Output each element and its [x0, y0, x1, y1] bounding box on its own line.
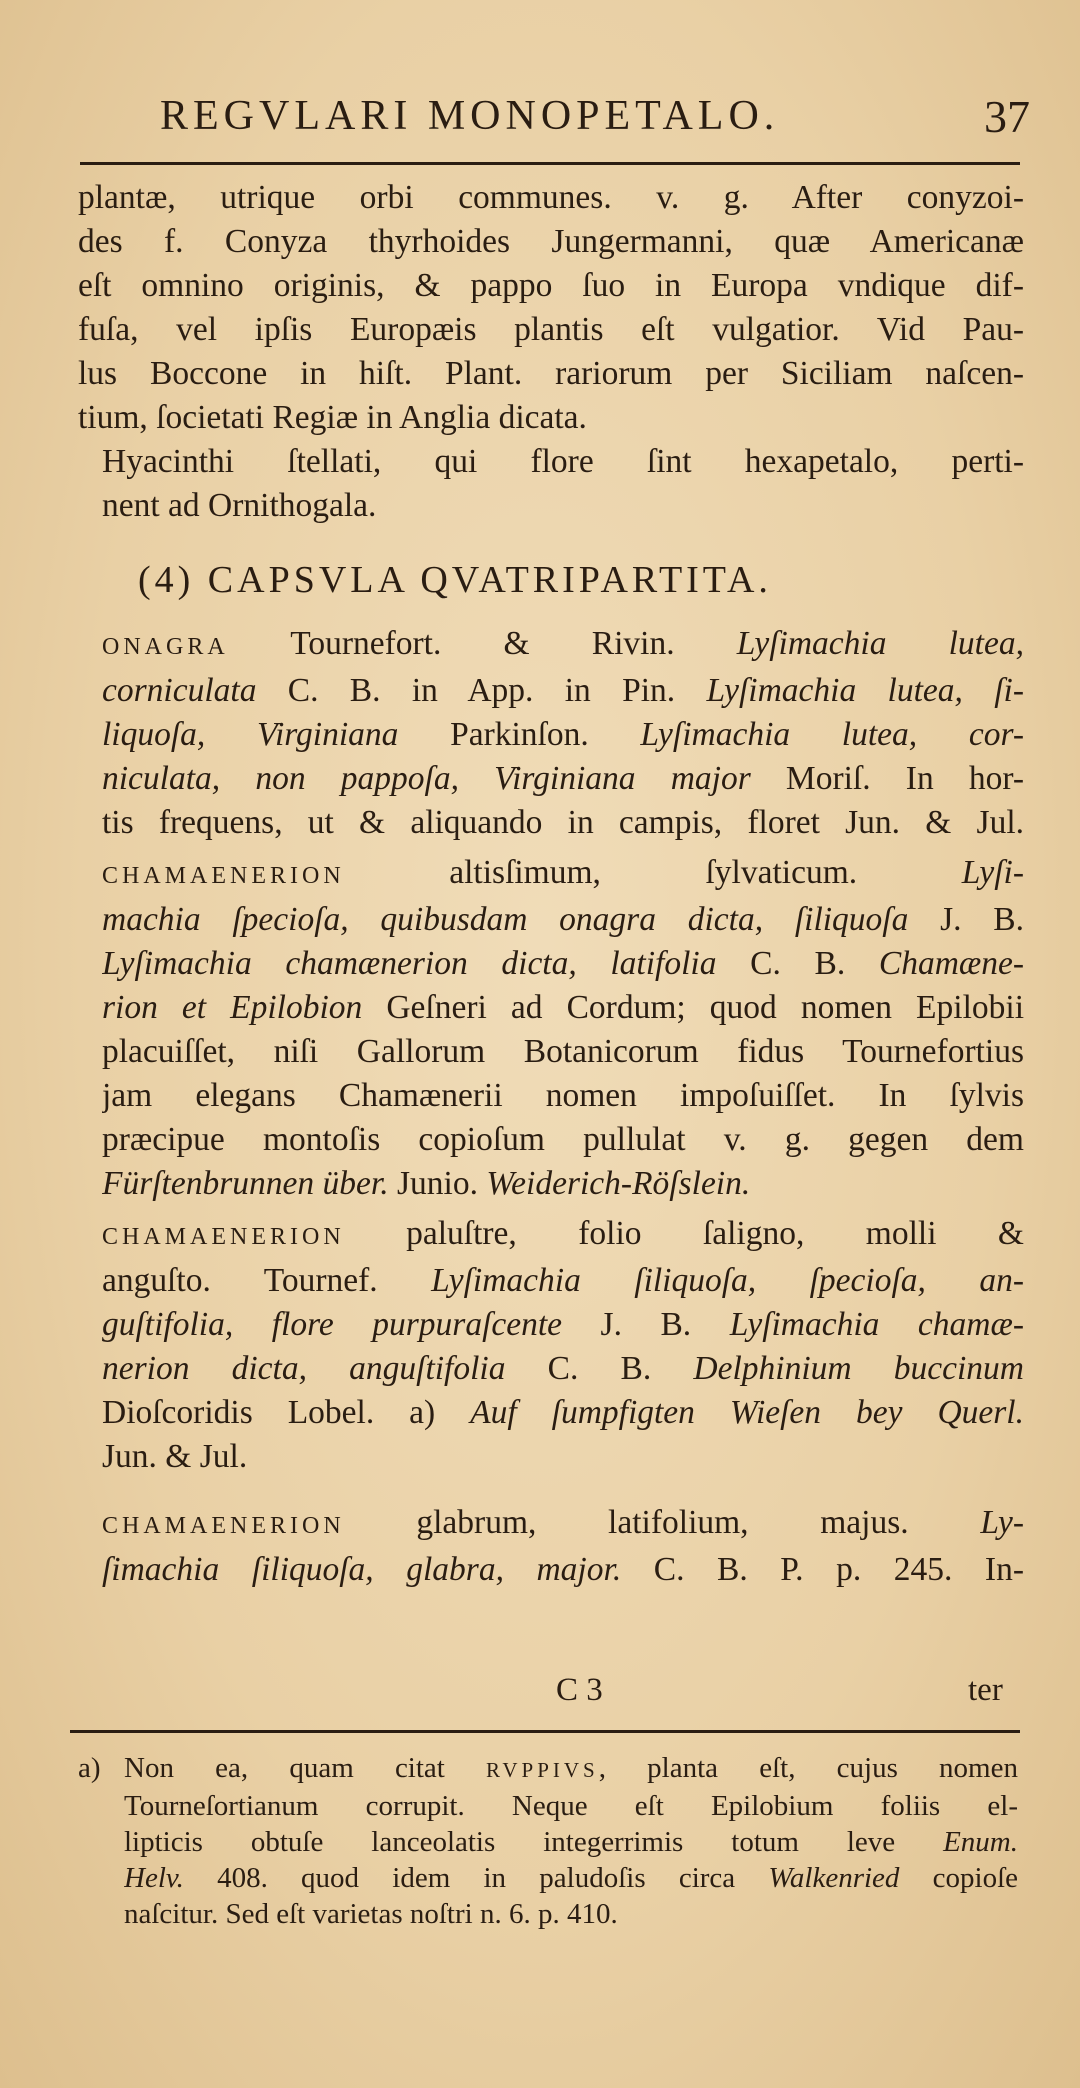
text-line: Tourneſortianum corrupit. Neque eſt Epilobium foliis el-: [124, 1790, 1018, 1822]
text-line: [102, 1548, 1024, 1592]
text-run: Lyſimachia lutea, cor-: [640, 716, 1024, 753]
text-line: [102, 713, 1024, 757]
text-line: præcipue montoſis copioſum pullulat v. g. gegen dem: [102, 1121, 1024, 1158]
text-run: glabrum, latifolium, majus.: [344, 1504, 981, 1541]
text-run: Tournefort. & Rivin.: [228, 625, 737, 662]
text-line: [102, 669, 1024, 713]
text-run: niculata, non pappoſa, Virginiana major: [102, 760, 751, 797]
text-line: fuſa, vel ipſis Europæis plantis eſt vulgatior. Vid Pau-: [78, 311, 1024, 348]
entry-name: CHAMAENERION: [102, 1224, 345, 1250]
text-run: anguſto. Tournef.: [102, 1262, 432, 1299]
text-run: Helv.: [124, 1862, 184, 1894]
text-run: Delphinium buccinum: [693, 1350, 1024, 1387]
entry-onagra: [78, 622, 1024, 845]
text-run: Lyſimachia lutea,: [736, 625, 1024, 662]
entry-name: CHAMAENERION: [102, 1513, 345, 1539]
text-run: Auf ſumpfigten Wieſen bey Querl.: [470, 1394, 1024, 1431]
text-run: C. B. P. p. 245. In-: [621, 1551, 1024, 1588]
text-run: Geſneri ad Cordum; quod nomen Epilobii: [362, 989, 1024, 1026]
section-heading: (4) CAPSVLA QVATRIPARTITA.: [138, 559, 772, 601]
footnote-body: [124, 1750, 1018, 1932]
text-run: Enum.: [895, 1826, 1018, 1858]
text-line: [124, 1750, 1018, 1788]
entry-chamaenerion-3: [78, 1501, 1024, 1592]
text-run: J. B.: [908, 901, 1024, 938]
text-line: [102, 1259, 1024, 1303]
text-run: Lyſimachia ſiliquoſa, ſpecioſa, an-: [431, 1262, 1024, 1299]
text-line: tis frequens, ut & aliquando in campis, floret Jun. & Jul.: [102, 804, 1024, 841]
text-run: Chamæne-: [878, 945, 1024, 982]
text-line: [102, 622, 1024, 669]
text-line: [124, 1860, 1018, 1896]
entry-name: ONAGRA: [102, 634, 229, 660]
page-number: 37: [984, 91, 1030, 142]
text-run: nerion dicta, anguſtifolia: [102, 1350, 506, 1387]
text-line: [102, 1212, 1024, 1259]
text-run: corniculata: [102, 672, 257, 709]
text-run: guſtifolia, flore purpuraſcente: [102, 1306, 563, 1343]
text-run: Non ea, quam citat: [124, 1752, 487, 1784]
text-line: [124, 1824, 1018, 1860]
paragraph-2: [78, 440, 1024, 528]
text-line: placuiſſet, niſi Gallorum Botanicorum fidus Tournefortius: [102, 1033, 1024, 1070]
text-run: C. B. in App. in Pin.: [256, 672, 707, 709]
signature-mark: C 3: [556, 1672, 603, 1708]
text-run: Lyſi-: [961, 854, 1024, 891]
page-header: [160, 92, 1030, 152]
header-rule: [80, 162, 1020, 165]
text-line: tium, ſocietati Regiæ in Anglia dicata.: [78, 399, 587, 436]
text-run: copioſe: [899, 1862, 1018, 1894]
text-run: ſimachia ſiliquoſa, glabra, major.: [102, 1551, 622, 1588]
text-run: rion et Epilobion: [102, 989, 363, 1026]
text-run: Moriſ. In hor-: [750, 760, 1024, 797]
entry-chamaenerion-1: [78, 851, 1024, 1206]
text-run: Lyſimachia lutea, ſi-: [706, 672, 1024, 709]
text-run: Lyſimachia chamænerion dicta, latifolia: [102, 945, 717, 982]
text-run: lipticis obtuſe lanceolatis integerrimis totum leve: [124, 1826, 896, 1858]
text-run: Fürſtenbrunnen über.: [102, 1165, 389, 1202]
text-run: Dioſcoridis Lobel. a): [102, 1394, 471, 1431]
text-run: machia ſpecioſa, quibusdam onagra dicta, ſiliquoſa: [102, 901, 909, 938]
text-line: nent ad Ornithogala.: [102, 487, 377, 524]
text-line: [102, 1162, 1024, 1206]
entry-name: CHAMAENERION: [102, 863, 345, 889]
text-line: [102, 757, 1024, 801]
text-run: paluſtre, folio ſaligno, molli &: [344, 1215, 1024, 1252]
catchword: ter: [968, 1672, 1003, 1708]
text-line: [102, 942, 1024, 986]
footnote-marker: a): [78, 1752, 101, 1784]
text-run: C. B.: [505, 1350, 694, 1387]
footnote-rule: [70, 1730, 1020, 1733]
text-line: [102, 898, 1024, 942]
text-line: [102, 1347, 1024, 1391]
text-run: Walkenried: [768, 1862, 900, 1894]
text-line: Hyacinthi ſtellati, qui flore ſint hexapetalo, perti-: [102, 443, 1024, 480]
text-line: [102, 1501, 1024, 1548]
text-run: Lyſimachia chamæ-: [729, 1306, 1024, 1343]
text-run: Ly-: [980, 1504, 1024, 1541]
text-run: altisſimum, ſylvaticum.: [344, 854, 962, 891]
text-line: jam elegans Chamænerii nomen impoſuiſſet. In ſylvis: [102, 1077, 1024, 1114]
text-run: Junio.: [388, 1165, 487, 1202]
footnote: [78, 1750, 1018, 1932]
text-line: Jun. & Jul.: [102, 1438, 248, 1475]
running-head: REGVLARI MONOPETALO.: [160, 93, 780, 139]
text-run: , planta eſt, cujus nomen: [598, 1752, 1018, 1784]
text-line: plantæ, utrique orbi communes. v. g. After conyzoi-: [78, 179, 1024, 216]
text-run: C. B.: [716, 945, 879, 982]
text-line: [102, 1391, 1024, 1435]
text-run: Weiderich-Röſslein.: [486, 1165, 751, 1202]
text-line: [102, 1303, 1024, 1347]
text-run: J. B.: [562, 1306, 730, 1343]
text-run: Parkinſon.: [398, 716, 641, 753]
text-run: liquoſa, Virginiana: [102, 716, 399, 753]
text-run: 408. quod idem in paludoſis circa: [183, 1862, 769, 1894]
main-text: [78, 176, 1024, 1592]
text-line: lus Boccone in hiſt. Plant. rariorum per Siciliam naſcen-: [78, 355, 1024, 392]
text-line: [102, 851, 1024, 898]
paragraph-1: [78, 176, 1024, 440]
text-run: RVPPIVS: [486, 1758, 599, 1782]
text-line: [102, 986, 1024, 1030]
text-line: des f. Conyza thyrhoides Jungermanni, quæ Americanæ: [78, 223, 1024, 260]
text-line: naſcitur. Sed eſt varietas noſtri n. 6. p. 410.: [124, 1898, 618, 1930]
text-line: eſt omnino originis, & pappo ſuo in Europa vndique dif-: [78, 267, 1024, 304]
entry-chamaenerion-2: [78, 1212, 1024, 1479]
